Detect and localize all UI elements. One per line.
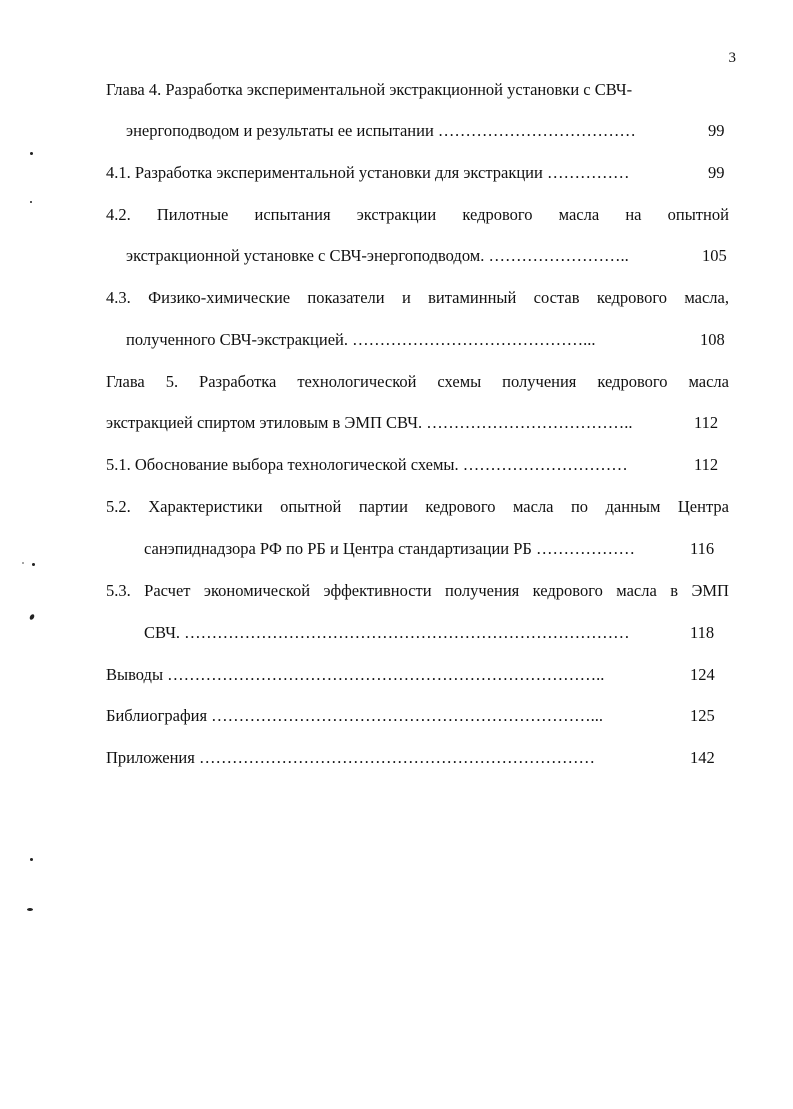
toc-s5-2-title-line2: санэпиднадзора РФ по РБ и Центра стандартизации РБ ……………… [144, 539, 636, 558]
word: кедрового [596, 288, 667, 307]
toc-s4-2-title-line1 [106, 203, 729, 227]
word: витаминный [428, 288, 517, 307]
word: 5.2. [106, 497, 131, 516]
word: получения [502, 372, 577, 391]
toc-ch4-title-line2: энергоподводом и результаты ее испытании ……………………………… [126, 121, 636, 140]
scan-speck [29, 613, 35, 620]
toc-s5-2-title-line1 [106, 495, 729, 519]
word: Пилотные [156, 205, 229, 224]
toc-s4-1-title: 4.1. Разработка экспериментальной установки для экстракции …………… [106, 163, 630, 182]
word: масла [558, 205, 600, 224]
word: Физико-химические [148, 288, 291, 307]
word: получения [445, 581, 520, 600]
toc-s4-2-title-line2: экстракционной установке с СВЧ-энергоподводом. …………………….. [126, 246, 629, 265]
toc-ch4-page: 99 [708, 121, 725, 140]
word: опытной [667, 205, 729, 224]
toc-conclusions-title: Выводы …………………………………………………………………….. [106, 665, 605, 684]
toc-s5-1-page: 112 [694, 455, 719, 474]
word: кедрового [425, 497, 496, 516]
scan-speck [32, 563, 35, 566]
word: экстракции [356, 205, 437, 224]
scan-speck [30, 201, 32, 203]
word: масла, [684, 288, 729, 307]
scan-speck [22, 562, 24, 564]
word: на [625, 205, 642, 224]
toc-ch5-page: 112 [694, 413, 719, 432]
word: экономической [203, 581, 311, 600]
toc-s4-3-title-line1 [106, 286, 729, 310]
toc-conclusions-page: 124 [690, 665, 715, 684]
word: Расчет [144, 581, 191, 600]
toc-s5-2-page: 116 [690, 539, 715, 558]
toc-s5-3-title-line2: СВЧ. ……………………………………………………………………… [144, 623, 630, 642]
word: 4.2. [106, 205, 131, 224]
toc-s5-3-title-line1 [106, 579, 729, 603]
word: состав [533, 288, 580, 307]
scan-speck [27, 908, 33, 911]
toc-appendices-title: Приложения ……………………………………………………………… [106, 748, 595, 767]
word: 4.3. [106, 288, 131, 307]
word: кедрового [597, 372, 668, 391]
toc-ch4-title-line1: Глава 4. Разработка экспериментальной экстракционной установки с СВЧ- [106, 80, 633, 99]
toc-appendices-page: 142 [690, 748, 715, 767]
word: 5.3. [106, 581, 131, 600]
toc-s4-1-page: 99 [708, 163, 725, 182]
scan-speck [30, 858, 33, 861]
word: партии [358, 497, 408, 516]
word: в [670, 581, 679, 600]
word: и [401, 288, 411, 307]
word: масла [688, 372, 729, 391]
word: кедрового [462, 205, 533, 224]
toc-bibliography-page: 125 [690, 706, 715, 725]
word: Разработка [199, 372, 277, 391]
toc-s4-3-title-line2: полученного СВЧ-экстракцией. ……………………………………... [126, 330, 596, 349]
toc-ch5-title-line2: экстракцией спиртом этиловым в ЭМП СВЧ. ……………………………….. [106, 413, 633, 432]
word: эффективности [323, 581, 432, 600]
word: масла [512, 497, 554, 516]
word: по [570, 497, 589, 516]
toc-s4-2-page: 105 [702, 246, 727, 265]
page-number: 3 [728, 50, 736, 66]
word: показатели [307, 288, 385, 307]
toc-s5-1-title: 5.1. Обоснование выбора технологической схемы. ………………………… [106, 455, 628, 474]
word: Глава [106, 372, 145, 391]
word: Центра [677, 497, 729, 516]
word: Характеристики [148, 497, 263, 516]
word: опытной [280, 497, 342, 516]
word: испытания [254, 205, 331, 224]
word: данным [605, 497, 661, 516]
toc-s4-3-page: 108 [700, 330, 725, 349]
toc-s5-3-page: 118 [690, 623, 715, 642]
scan-speck [30, 152, 33, 155]
word: ЭМП [691, 581, 729, 600]
toc-ch5-title-line1 [106, 370, 729, 394]
word: кедрового [532, 581, 603, 600]
toc-bibliography-title: Библиография ……………………………………………………………... [106, 706, 604, 725]
word: технологической [297, 372, 417, 391]
word: 5. [165, 372, 179, 391]
word: схемы [437, 372, 482, 391]
word: масла [616, 581, 657, 600]
